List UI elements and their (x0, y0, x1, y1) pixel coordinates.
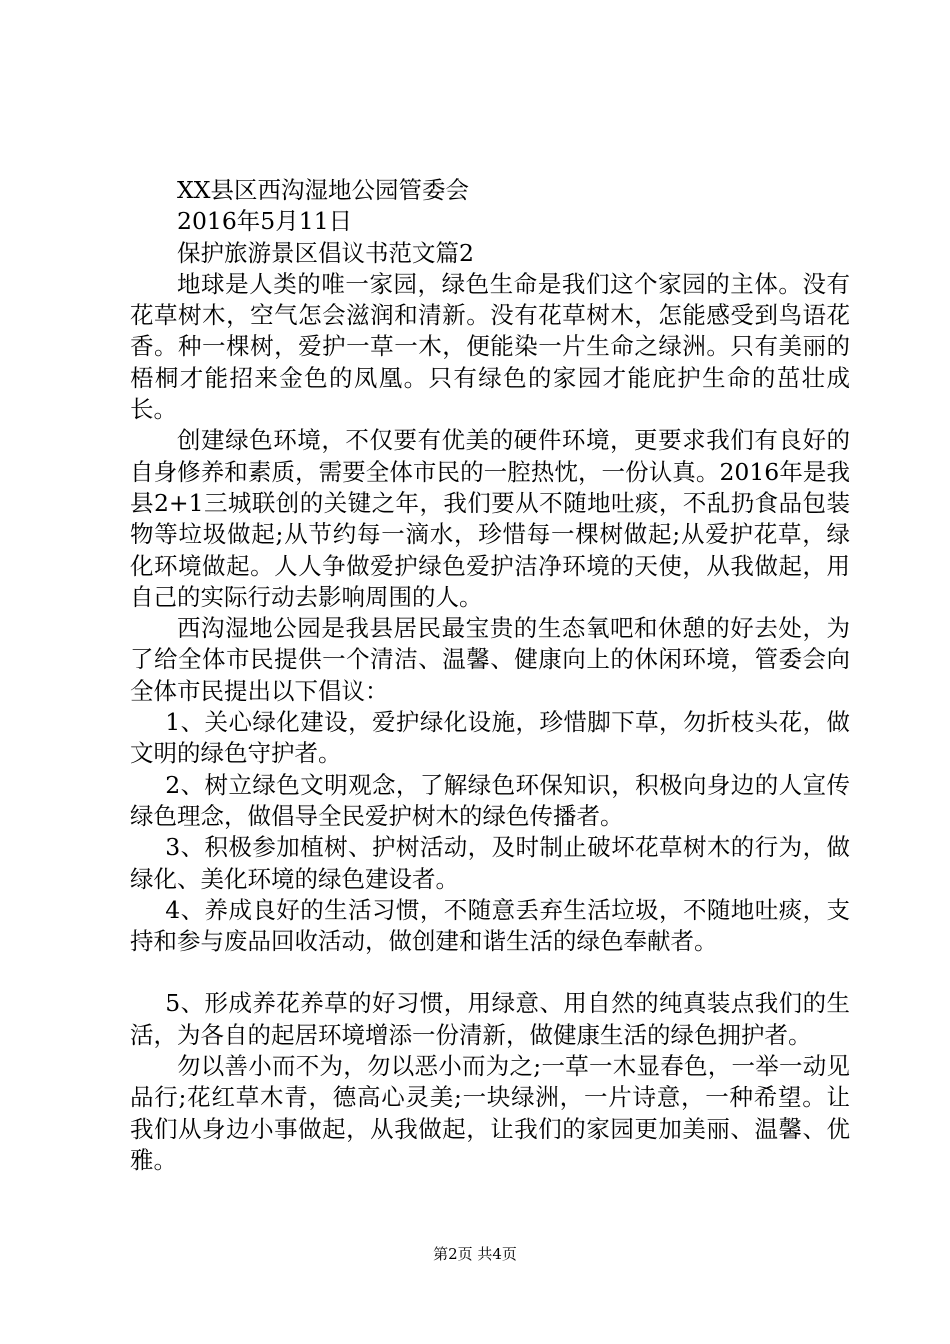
paragraph-1: 地球是人类的唯一家园，绿色生命是我们这个家园的主体。没有花草树木，空气怎会滋润和清新。没有花草树木，怎能感受到鸟语花香。种一棵树，爱护一草一木，便能染一片生命之绿洲。只有美丽的梧桐才能招来金色的凤凰。只有绿色的家园才能庇护生命的茁壮成长。 (130, 269, 850, 424)
paragraph-2: 创建绿色环境，不仅要有优美的硬件环境，更要求我们有良好的自身修养和素质，需要全体市民的一腔热忱，一份认真。2016年是我县2+1三城联创的关键之年，我们要从不随地吐痰，不乱扔食品包装物等垃圾做起;从节约每一滴水，珍惜每一棵树做起;从爱护花草，绿化环境做起。人人争做爱护绿色爱护洁净环境的天使，从我做起，用自己的实际行动去影响周围的人。 (130, 426, 850, 611)
paragraph-3: 西沟湿地公园是我县居民最宝贵的生态氧吧和休憩的好去处，为了给全体市民提供一个清洁、温馨、健康向上的休闲环境，管委会向全体市民提出以下倡议： (130, 614, 850, 705)
document-body (130, 175, 850, 1176)
proposal-item-5: 5、形成养花养草的好习惯，用绿意、用自然的纯真装点我们的生活，为各自的起居环境增添一份清新，做健康生活的绿色拥护者。 (130, 989, 850, 1049)
issuer-line: XX县区西沟湿地公园管委会 (177, 176, 469, 204)
proposal-item-2: 2、树立绿色文明观念，了解绿色环保知识，积极向身边的人宣传绿色理念，做倡导全民爱护树木的绿色传播者。 (130, 770, 850, 830)
proposal-item-1: 1、关心绿化建设，爱护绿化设施，珍惜脚下草，勿折枝头花，做文明的绿色守护者。 (130, 708, 850, 768)
date-line: 2016年5月11日 (177, 207, 353, 236)
closing-paragraph: 勿以善小而不为，勿以恶小而为之;一草一木显春色，一举一动见品行;花红草木青，德高心灵美;一块绿洲，一片诗意，一种希望。让我们从身边小事做起，从我做起，让我们的家园更加美丽、温馨、优雅。 (130, 1052, 850, 1174)
proposal-item-3: 3、积极参加植树、护树活动，及时制止破坏花草树木的行为，做绿化、美化环境的绿色建设者。 (130, 833, 850, 893)
page-number: 第2页 共4页 (433, 1245, 517, 1263)
section-title: 保护旅游景区倡议书范文篇2 (177, 238, 474, 267)
proposal-item-4: 4、养成良好的生活习惯，不随意丢弃生活垃圾，不随地吐痰，支持和参与废品回收活动，做创建和谐生活的绿色奉献者。 (130, 895, 850, 956)
